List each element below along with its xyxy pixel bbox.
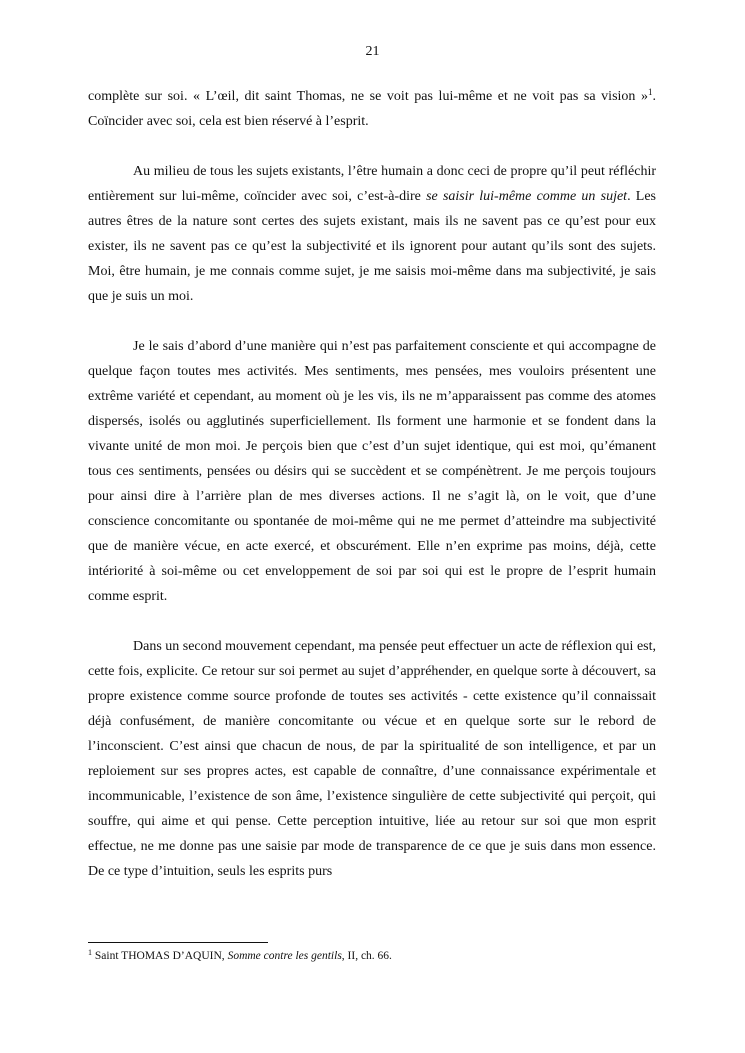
emphasis-text: Somme contre les gentils bbox=[227, 950, 342, 962]
paragraph-p4 bbox=[88, 634, 656, 884]
page-number: 21 bbox=[365, 44, 380, 59]
text-run: . Coïncider avec soi, cela est bien réservé à l’esprit. bbox=[88, 89, 656, 129]
text-run: Au milieu de tous les sujets existants, l’être humain a donc ceci de propre qu’il peut réfléchir entièrement sur lui-même, coïncider avec soi, c’est-à-dire bbox=[88, 164, 656, 204]
footnote-number: 1 bbox=[88, 948, 92, 957]
body-text bbox=[88, 84, 656, 884]
paragraph-p1 bbox=[88, 84, 656, 134]
paragraph-p2 bbox=[88, 159, 656, 309]
text-run: Je le sais d’abord d’une manière qui n’est pas parfaitement consciente et qui accompagne de quelque façon toutes mes activités. Mes sentiments, mes pensées, mes vouloirs présentent une extrême variété et cependant, au moment où je les vis, ils ne m’apparaissent pas comme des atomes dispersés, isolés ou agglutinés superficiellement. Ils forment une harmonie et se fondent dans la vivante unité de mon moi. Je perçois bien que c’est d’un sujet identique, qui est moi, qu’émanent tous ces sentiments, pensées ou désirs qui se succèdent et se compénètrent. Je me perçois toujours pour ainsi dire à l’arrière plan de mes diverses actions. Il ne s’agit là, on le voit, que d’une conscience concomitante ou spontanée de moi-même qui ne me permet d’atteindre ma subjectivité que de manière vécue, en acte exercé, et obscurément. Elle n’en exprime pas moins, déjà, cette intériorité à soi-même ou cet enveloppement de soi par soi qui est le propre de l’esprit humain comme esprit. bbox=[88, 339, 656, 604]
footnote-separator bbox=[88, 942, 268, 943]
text-run: . Les autres êtres de la nature sont certes des sujets existant, mais ils ne savent pas ce qu’est pour eux exister, ils ne savent pas ce qu’est la subjectivité et ils ignorent pour autant qu’ils sont des sujets. Moi, être humain, je me connais comme sujet, je me saisis moi-même dans ma subjectivité, je sais que je suis un moi. bbox=[88, 189, 656, 304]
text-run: Dans un second mouvement cependant, ma pensée peut effectuer un acte de réflexion qui est, cette fois, explicite. Ce retour sur soi permet au sujet d’appréhender, en quelque sorte à découvert, sa propre existence comme source profonde de toutes ses activités - cette existence qu’il connaissait déjà confusément, de manière concomitante ou vécue et en quelque sorte sur le rebord de l’inconscient. C’est ainsi que chacun de nous, de par la spiritualité de son intelligence, et par un reploiement sur ses propres actes, est capable de connaître, d’une connaissance expérimentale et incommunicable, l’existence de son âme, l’existence singulière de cette subjectivité qui perçoit, qui souffre, qui aime et qui pense. Cette perception intuitive, liée au retour sur soi que mon esprit effectue, ne me donne pas une saisie par mode de transparence de ce que je suis dans mon essence. De ce type d’intuition, seuls les esprits purs bbox=[88, 639, 656, 879]
text-run: , II, ch. 66. bbox=[341, 950, 392, 962]
text-run: Saint THOMAS D’AQUIN, bbox=[92, 950, 228, 962]
paragraph-p3 bbox=[88, 334, 656, 609]
text-run: complète sur soi. « L’œil, dit saint Thomas, ne se voit pas lui-même et ne voit pas sa vision » bbox=[88, 89, 648, 104]
emphasis-text: se saisir lui-même comme un sujet bbox=[426, 189, 628, 204]
footnote-marker: 1 bbox=[648, 87, 653, 97]
footnote bbox=[88, 948, 656, 964]
